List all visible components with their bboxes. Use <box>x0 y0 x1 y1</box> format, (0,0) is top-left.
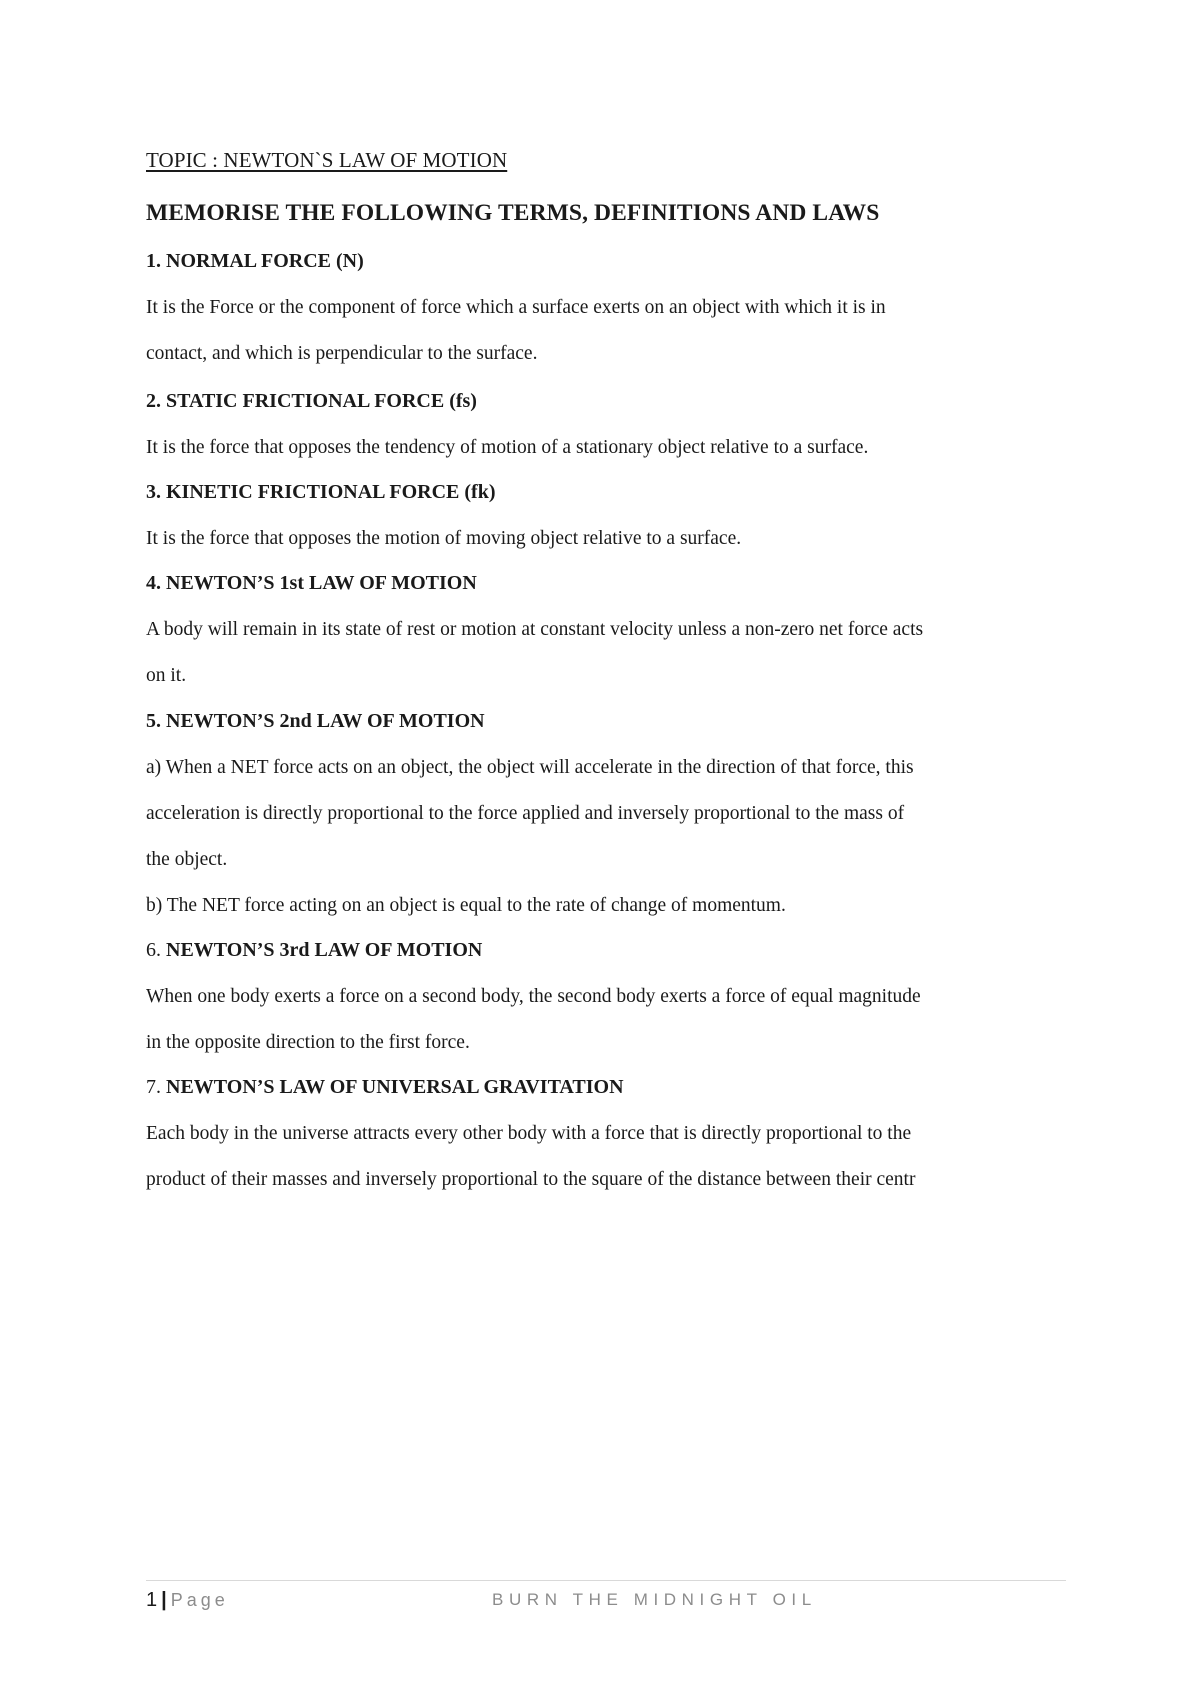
paragraph-line: on it. <box>146 665 187 686</box>
topic-title: TOPIC : NEWTON`S LAW OF MOTION <box>146 148 508 172</box>
section-title: 2. STATIC FRICTIONAL FORCE (fs) <box>146 390 477 412</box>
paragraph-line: It is the Force or the component of force which a surface exerts on an object with which it is in <box>146 297 886 318</box>
main-heading: MEMORISE THE FOLLOWING TERMS, DEFINITIONS AND LAWS <box>146 200 880 226</box>
document-body <box>146 146 1066 1205</box>
paragraph-line: It is the force that opposes the motion of moving object relative to a surface. <box>146 528 742 549</box>
section-kinetic-friction <box>146 478 1066 564</box>
paragraph-line: in the opposite direction to the first force. <box>146 1032 470 1053</box>
paragraph-line: When one body exerts a force on a second body, the second body exerts a force of equal magnitude <box>146 986 921 1007</box>
section-number: 7. <box>146 1076 161 1098</box>
section-title: 4. NEWTON’S 1st LAW OF MOTION <box>146 572 477 594</box>
section-title-text: NEWTON’S 3rd LAW OF MOTION <box>161 939 483 961</box>
paragraph-line: contact, and which is perpendicular to the surface. <box>146 343 538 364</box>
section-static-friction <box>146 387 1066 473</box>
section-title <box>146 1073 1066 1101</box>
paragraph-line: a) When a NET force acts on an object, the object will accelerate in the direction of that force, this <box>146 757 914 778</box>
paragraph-line: Each body in the universe attracts every other body with a force that is directly proportional to the <box>146 1123 912 1144</box>
section-number: 6. <box>146 939 161 961</box>
page-word: Page <box>170 1590 229 1610</box>
section-title <box>146 936 1066 964</box>
section-normal-force <box>146 247 1066 379</box>
page-number: 1 <box>146 1589 158 1611</box>
section-title-text: NEWTON’S LAW OF UNIVERSAL GRAVITATION <box>161 1076 624 1098</box>
section-universal-gravitation <box>146 1073 1066 1205</box>
paragraph-line: the object. <box>146 849 228 870</box>
paragraph-line: product of their masses and inversely proportional to the square of the distance between their centr <box>146 1169 916 1190</box>
paragraph-line: It is the force that opposes the tendency of motion of a stationary object relative to a surface. <box>146 437 869 458</box>
footer-motto: BURN THE MIDNIGHT OIL <box>492 1590 817 1609</box>
section-title: 1. NORMAL FORCE (N) <box>146 250 364 272</box>
section-newton-third-law <box>146 936 1066 1068</box>
footer-separator: | <box>161 1589 167 1611</box>
paragraph-line: b) The NET force acting on an object is equal to the rate of change of momentum. <box>146 895 786 916</box>
page-number-label <box>146 1589 229 1612</box>
paragraph-line: acceleration is directly proportional to the force applied and inversely proportional to the mass of <box>146 803 905 824</box>
section-newton-second-law <box>146 707 1066 931</box>
section-title: 5. NEWTON’S 2nd LAW OF MOTION <box>146 710 485 732</box>
section-newton-first-law <box>146 569 1066 701</box>
paragraph-line: A body will remain in its state of rest or motion at constant velocity unless a non-zero net force acts <box>146 619 924 640</box>
section-title: 3. KINETIC FRICTIONAL FORCE (fk) <box>146 481 496 503</box>
page-footer <box>146 1580 1066 1617</box>
